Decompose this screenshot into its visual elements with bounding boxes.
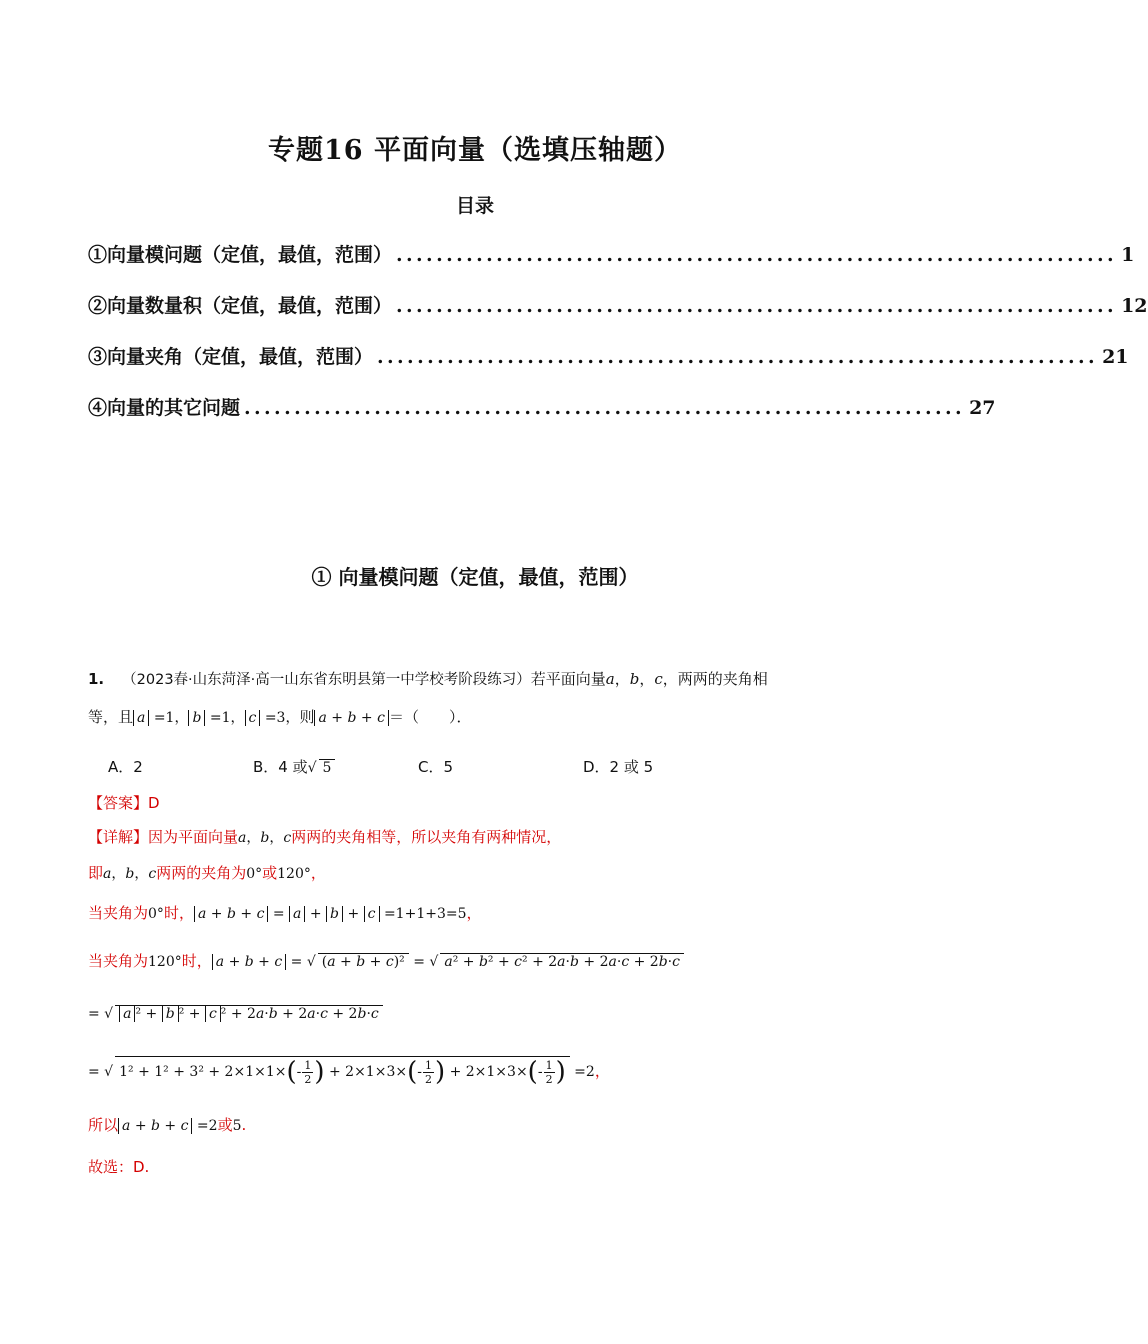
option-c[interactable]: C．5 bbox=[418, 758, 454, 776]
answer-label: 【答案】 bbox=[88, 794, 149, 812]
document-title: 专题16 平面向量（选填压轴题） bbox=[268, 135, 682, 166]
answer-line bbox=[88, 792, 160, 813]
question-source: （2023春·山东菏泽·高一山东省东明县第一中学校考阶段练习） bbox=[122, 672, 531, 688]
toc-item-page: 21 bbox=[1102, 346, 1129, 368]
toc-item-page: 1 bbox=[1121, 244, 1135, 266]
solution-line-5: = √ a ² + b ² + c ² + 2a·b + 2a·c + 2b·c bbox=[88, 1004, 383, 1022]
stem-text: 等，且 bbox=[88, 708, 134, 726]
solution-conclusion: 故选：D. bbox=[88, 1158, 150, 1176]
solution-line-3: 当夹角为0°时， a + b + c = a + b + c =1+1+3=5， bbox=[88, 904, 482, 922]
toc-heading: 目录 bbox=[455, 195, 494, 217]
solution-text: 两两的夹角为 bbox=[156, 864, 247, 882]
solution-line-1: 【详解】因为平面向量a，b，c两两的夹角相等，所以夹角有两种情况， bbox=[88, 828, 562, 846]
solution-text: 或 bbox=[217, 1116, 233, 1134]
stem-text: 则 bbox=[299, 708, 315, 726]
question-stem: 1. （2023春·山东菏泽·高一山东省东明县第一中学校考阶段练习）若平面向量a，b，c，两两的夹角相 bbox=[88, 670, 768, 688]
solution-text: 因为平面向量 bbox=[148, 828, 239, 846]
option-d[interactable]: D．2 或 5 bbox=[583, 758, 654, 776]
answer-value: D bbox=[148, 794, 160, 812]
toc-item-label: ①向量模问题（定值，最值，范围） bbox=[88, 244, 393, 266]
solution-text: 当夹角为 bbox=[88, 952, 149, 970]
stem-text: 若平面向量 bbox=[530, 670, 606, 688]
stem-text: 两两的夹角相 bbox=[677, 670, 768, 688]
toc-item-label: ④向量的其它问题 bbox=[88, 397, 241, 419]
solution-text: 两两的夹角相等，所以夹角有两种情况， bbox=[291, 828, 562, 846]
toc-item-label: ③向量夹角（定值，最值，范围） bbox=[88, 346, 374, 368]
stem-text: ＝（ ）． bbox=[388, 708, 472, 726]
toc-item-page: 27 bbox=[969, 397, 996, 419]
toc-item[interactable] bbox=[88, 240, 1135, 291]
toc-item-page: 12 bbox=[1121, 295, 1148, 317]
question-number: 1. bbox=[88, 670, 105, 688]
table-of-contents bbox=[88, 240, 1148, 444]
toc-item-label: ②向量数量积（定值，最值，范围） bbox=[88, 295, 393, 317]
option-b[interactable]: B．4 或√ 5 bbox=[253, 756, 335, 777]
solution-line-7: 所以 a + b + c =2或5. bbox=[88, 1116, 247, 1134]
solution-text: 所以 bbox=[88, 1116, 119, 1134]
option-a[interactable]: A．2 bbox=[108, 758, 143, 776]
toc-item[interactable] bbox=[88, 393, 996, 444]
solution-text: 或 bbox=[262, 864, 278, 882]
solution-text: 时， bbox=[181, 952, 212, 970]
option-b-radicand: 5 bbox=[319, 759, 336, 776]
toc-leader-dots: ........................................................................ bbox=[396, 295, 1118, 317]
solution-line-6: = √ 1² + 1² + 3² + 2×1×1×(- $\frac{1}{2}$ ) + 2×1×3×(- $\frac{1}{2}$ ) + 2×1×3×(- $\frac{1}{2}$ ) =2， bbox=[88, 1057, 610, 1087]
toc-leader-dots: ........................................................................ bbox=[377, 346, 1099, 368]
toc-leader-dots: ........................................................................ bbox=[244, 397, 966, 419]
solution-line-2: 即a，b，c两两的夹角为0°或120°， bbox=[88, 864, 326, 882]
solution-text: 时， bbox=[163, 904, 194, 922]
option-b-label: B．4 或 bbox=[253, 758, 308, 776]
section-heading: ① 向量模问题（定值，最值，范围） bbox=[311, 565, 639, 589]
toc-item[interactable] bbox=[88, 291, 1148, 342]
solution-text: 当夹角为 bbox=[88, 904, 149, 922]
toc-leader-dots: ........................................................................ bbox=[396, 244, 1118, 266]
solution-label: 【详解】 bbox=[88, 828, 149, 846]
toc-item[interactable] bbox=[88, 342, 1129, 393]
solution-line-4: 当夹角为120°时， a + b + c = √ (a + b + c)² = √ a² + b² + c² + 2a·b + 2a·c + 2b·c bbox=[88, 950, 684, 971]
solution-text: 即 bbox=[88, 864, 104, 882]
question-stem-line2: 等，且 a =1， b =1， c =3，则 a + b + c ＝（ ）． bbox=[88, 708, 472, 726]
